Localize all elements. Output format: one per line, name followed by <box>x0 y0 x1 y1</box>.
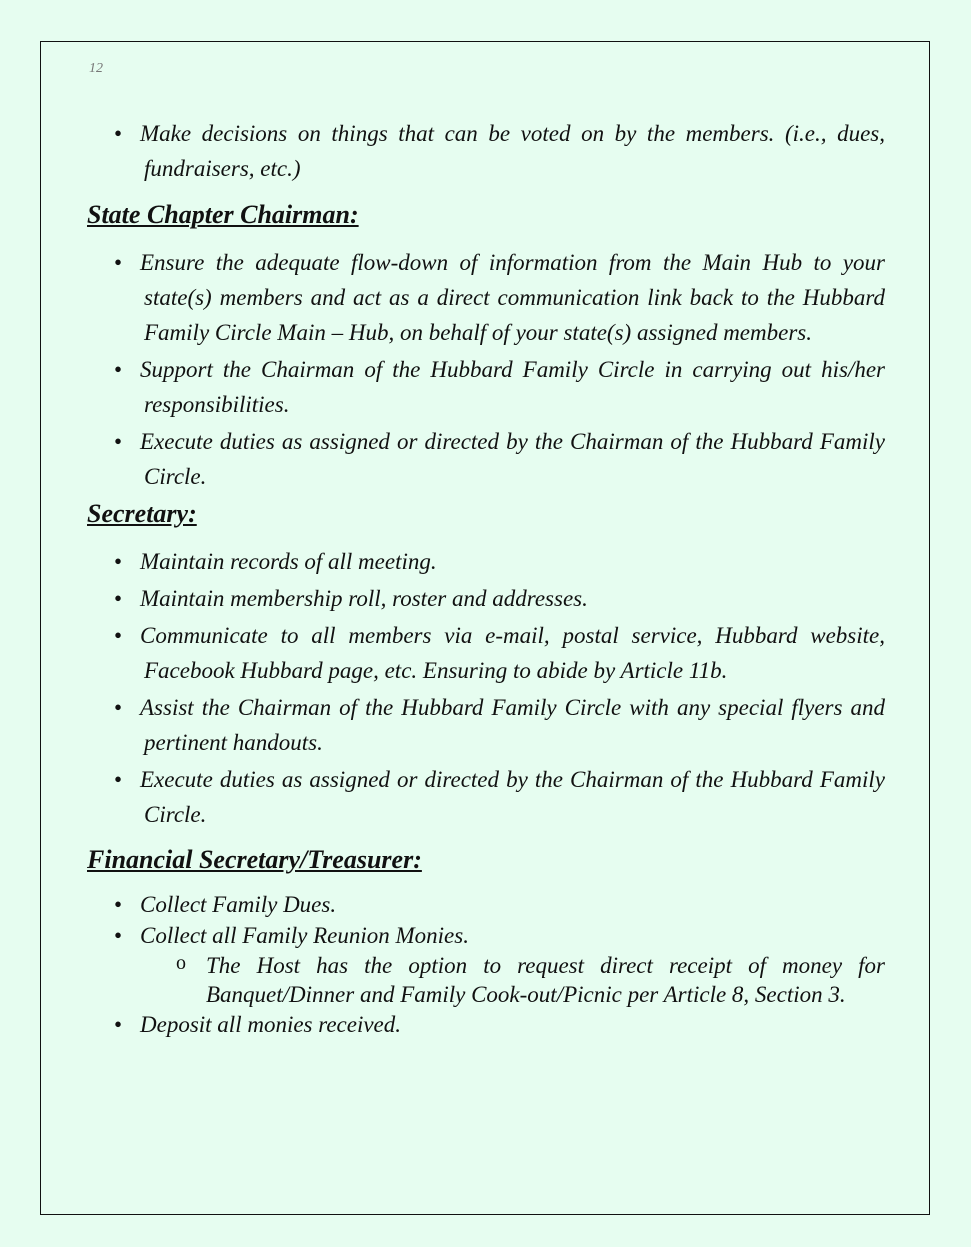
list-item: • Deposit all monies received. <box>87 1010 885 1040</box>
list-item: • Maintain membership roll, roster and addresses. <box>87 581 885 616</box>
section-heading-financial-secretary-treasurer: Financial Secretary/Treasurer: <box>87 845 422 874</box>
list-item: • Execute duties as assigned or directed by the Chairman of the Hubbard Family Circle. <box>87 762 885 832</box>
list-item: • Ensure the adequate flow-down of information from the Main Hub to your state(s) members and act as a direct communication link back to the Hubbard Family Circle Main – Hub, on behalf of your state(s) assigned members. <box>87 245 885 350</box>
sub-list <box>144 951 885 1009</box>
state-chapter-chairman-list <box>87 245 885 494</box>
financial-secretary-list <box>87 890 885 1040</box>
page-number: 12 <box>89 61 103 76</box>
list-item: • Assist the Chairman of the Hubbard Family Circle with any special flyers and pertinent handouts. <box>87 690 885 760</box>
list-item: • Communicate to all members via e-mail, postal service, Hubbard website, Facebook Hubbard page, etc. Ensuring to abide by Article 11b. <box>87 618 885 688</box>
list-item: • Maintain records of all meeting. <box>87 544 885 579</box>
page-frame <box>40 41 930 1215</box>
list-item: • Make decisions on things that can be voted on by the members. (i.e., dues, fundraisers, etc.) <box>87 116 885 186</box>
secretary-list <box>87 544 885 832</box>
list-item: • Collect Family Dues. <box>87 890 885 920</box>
sub-list-item: o The Host has the option to request direct receipt of money for Banquet/Dinner and Family Cook-out/Picnic per Article 8, Section 3. <box>144 951 885 1009</box>
intro-list <box>87 116 885 186</box>
list-item: • Collect all Family Reunion Monies. o The Host has the option to request direct receipt of money for Banquet/Dinner and Family Cook-out/Picnic per Article 8, Section 3. <box>87 921 885 1009</box>
section-heading-state-chapter-chairman: State Chapter Chairman: <box>87 200 359 229</box>
list-item: • Execute duties as assigned or directed by the Chairman of the Hubbard Family Circle. <box>87 424 885 494</box>
list-item: • Support the Chairman of the Hubbard Family Circle in carrying out his/her responsibilities. <box>87 352 885 422</box>
document-body <box>87 116 885 1041</box>
section-heading-secretary: Secretary: <box>87 499 197 528</box>
